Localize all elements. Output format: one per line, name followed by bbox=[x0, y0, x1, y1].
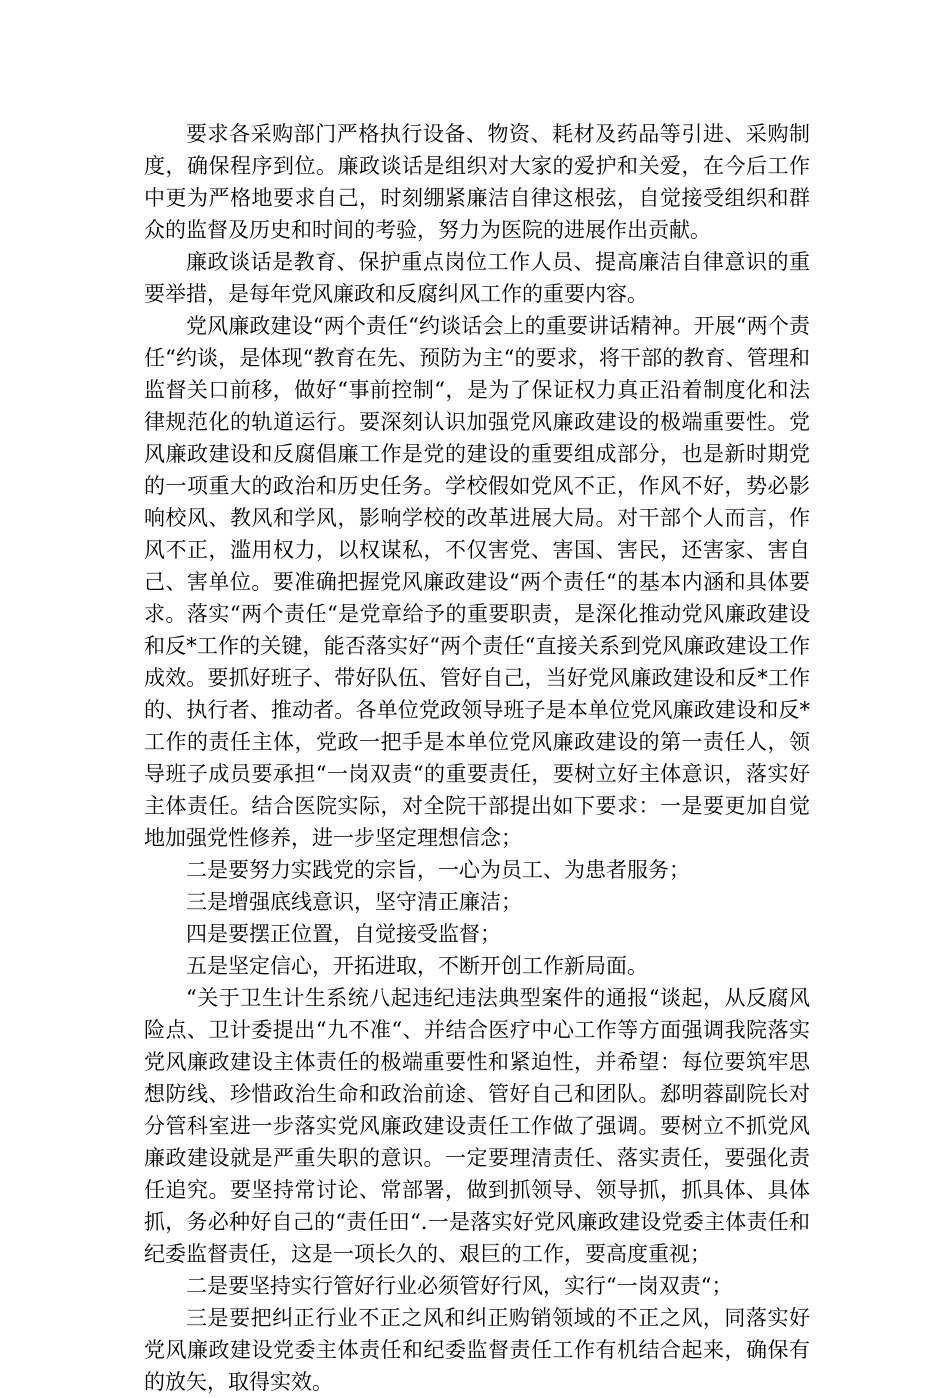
document-body bbox=[144, 118, 810, 1398]
paragraph-procurement-requirements: 要求各采购部门严格执行设备、物资、耗材及药品等引进、采购制度，确保程序到位。廉政谈话是组织对大家的爱护和关爱，在今后工作中更为严格地要求自己，时刻绷紧廉洁自律这根弦，自觉接受组织和群众的监督及历史和时间的考验，努力为医院的进展作出贡献。 bbox=[144, 122, 810, 242]
paragraph-requirement-three: 三是增强底线意识，坚守清正廉洁； bbox=[186, 890, 522, 914]
paragraph-requirement-four: 四是要摆正位置，自觉接受监督； bbox=[186, 922, 501, 946]
paragraph-correct-malpractice: 三是要把纠正行业不正之风和纠正购销领域的不正之风，同落实好党风廉政建设党委主体责任和纪委监督责任工作有机结合起来，确保有的放矢，取得实效。 bbox=[144, 1306, 810, 1394]
paragraph-two-responsibilities: 党风廉政建设“两个责任“约谈话会上的重要讲话精神。开展“两个责任“约谈，是体现“教育在先、预防为主“的要求，将干部的教育、管理和监督关口前移，做好“事前控制“，是为了保证权力真正沿着制度化和法律规范化的轨道运行。要深刻认识加强党风廉政建设的极端重要性。党风廉政建设和反腐倡廉工作是党的建设的重要组成部分，也是新时期党的一项重大的政治和历史任务。学校假如党风不正，作风不好，势必影响校风、教风和学风，影响学校的改革进展大局。对干部个人而言，作风不正，滥用权力，以权谋私，不仅害党、害国、害民，还害家、害自己、害单位。要准确把握党风廉政建设“两个责任“的基本内涵和具体要求。落实“两个责任“是党章给予的重要职责，是深化推动党风廉政建设和反*工作的关键，能否落实好“两个责任“直接关系到党风廉政建设工作成效。要抓好班子、带好队伍、管好自己，当好党风廉政建设和反*工作的、执行者、推动者。各单位党政领导班子是本单位党风廉政建设和反*工作的责任主体，党政一把手是本单位党风廉政建设的第一责任人，领导班子成员要承担“一岗双责“的重要责任，要树立好主体意识，落实好主体责任。结合医院实际，对全院干部提出如下要求：一是要更加自觉地加强党性修养，进一步坚定理想信念； bbox=[144, 314, 810, 850]
paragraph-industry-style: 二是要坚持实行管好行业必须管好行风，实行“一岗双责“； bbox=[186, 1274, 733, 1298]
paragraph-requirement-five: 五是坚定信心，开拓进取，不断开创工作新局面。 bbox=[186, 954, 648, 978]
paragraph-requirement-two: 二是要努力实践党的宗旨，一心为员工、为患者服务； bbox=[186, 858, 690, 882]
paragraph-integrity-talk: 廉政谈话是教育、保护重点岗位工作人员、提高廉洁自律意识的重要举措，是每年党风廉政和反腐纠风工作的重要内容。 bbox=[144, 250, 810, 306]
paragraph-case-notice: “关于卫生计生系统八起违纪违法典型案件的通报“谈起，从反腐风险点、卫计委提出“九不准“、并结合医疗中心工作等方面强调我院落实党风廉政建设主体责任的极端重要性和紧迫性，并希望：每位要筑牢思想防线、珍惜政治生命和政治前途、管好自己和团队。郄明蓉副院长对分管科室进一步落实党风廉政建设责任工作做了强调。要树立不抓党风廉政建设就是严重失职的意识。一定要理清责任、落实责任，要强化责任追究。要坚持常讨论、常部署，做到抓领导、领导抓，抓具体、具体抓，务必种好自己的“责任田“.一是落实好党风廉政建设党委主体责任和纪委监督责任，这是一项长久的、艰巨的工作，要高度重视； bbox=[144, 986, 810, 1266]
